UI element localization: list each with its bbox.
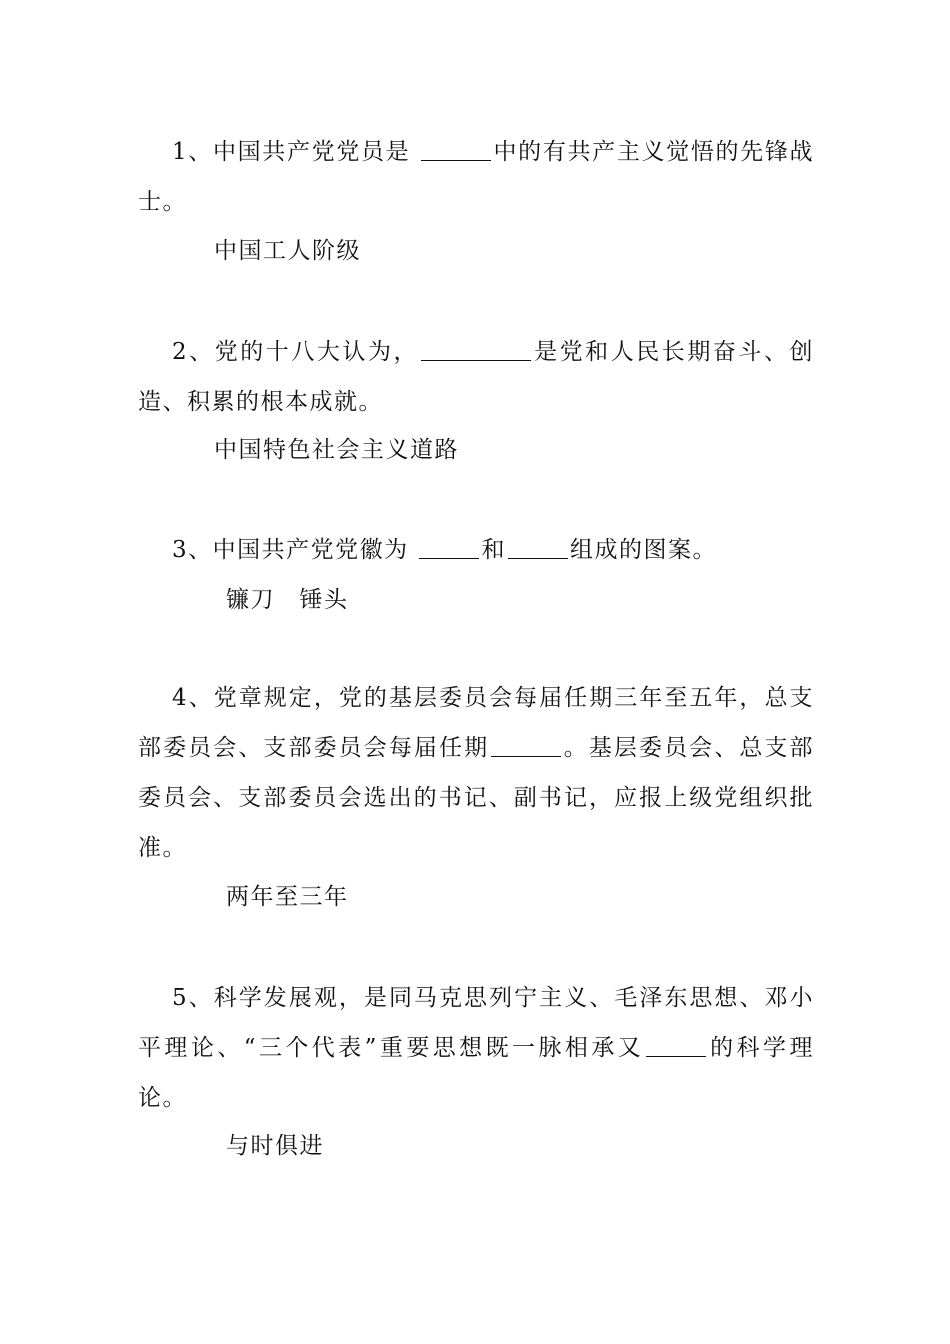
question-1 [138, 127, 814, 227]
question-4 [138, 673, 814, 873]
answer-5: 与时俱进 [226, 1133, 324, 1159]
answer-blank [421, 334, 531, 361]
question-4-text-after: 。基层委员会、总支部委员会、支部委员会选出的书记、副书记，应报上级党组织批准。 [138, 735, 815, 861]
question-5-text-before: 5、科学发展观，是同马克思列宁主义、毛泽东思想、邓小平理论、“三个代表”重要思想既一脉相承又 [138, 985, 814, 1061]
answer-blank [508, 532, 568, 559]
question-1-text-after: 中的有共产主义觉悟的先锋战士。 [138, 139, 815, 215]
question-5-text-after: 的科学理论。 [138, 1035, 814, 1111]
answer-1: 中国工人阶级 [214, 238, 361, 264]
question-1-text-before: 1、中国共产党党员是 [172, 139, 420, 165]
question-5 [138, 973, 814, 1123]
question-3-text-before: 3、中国共产党党徽为 [172, 537, 418, 563]
question-3 [138, 525, 814, 575]
question-2-text-after: 是党和人民长期奋斗、创造、积累的根本成就。 [138, 339, 814, 415]
answer-blank [491, 730, 561, 757]
question-3-text-after: 组成的图案。 [569, 537, 717, 563]
question-4-text-before: 4、党章规定，党的基层委员会每届任期三年至五年，总支部委员会、支部委员会每届任期 [138, 685, 814, 761]
question-2-text-before: 2、党的十八大认为， [172, 339, 420, 365]
answer-blank [646, 1030, 706, 1057]
question-2 [138, 327, 814, 427]
answer-3: 镰刀 锤头 [226, 587, 349, 613]
answer-2: 中国特色社会主义道路 [214, 437, 459, 463]
answer-blank [419, 532, 479, 559]
question-3-text-middle: 和 [481, 537, 506, 563]
answer-blank [421, 134, 491, 161]
answer-4: 两年至三年 [226, 884, 349, 910]
